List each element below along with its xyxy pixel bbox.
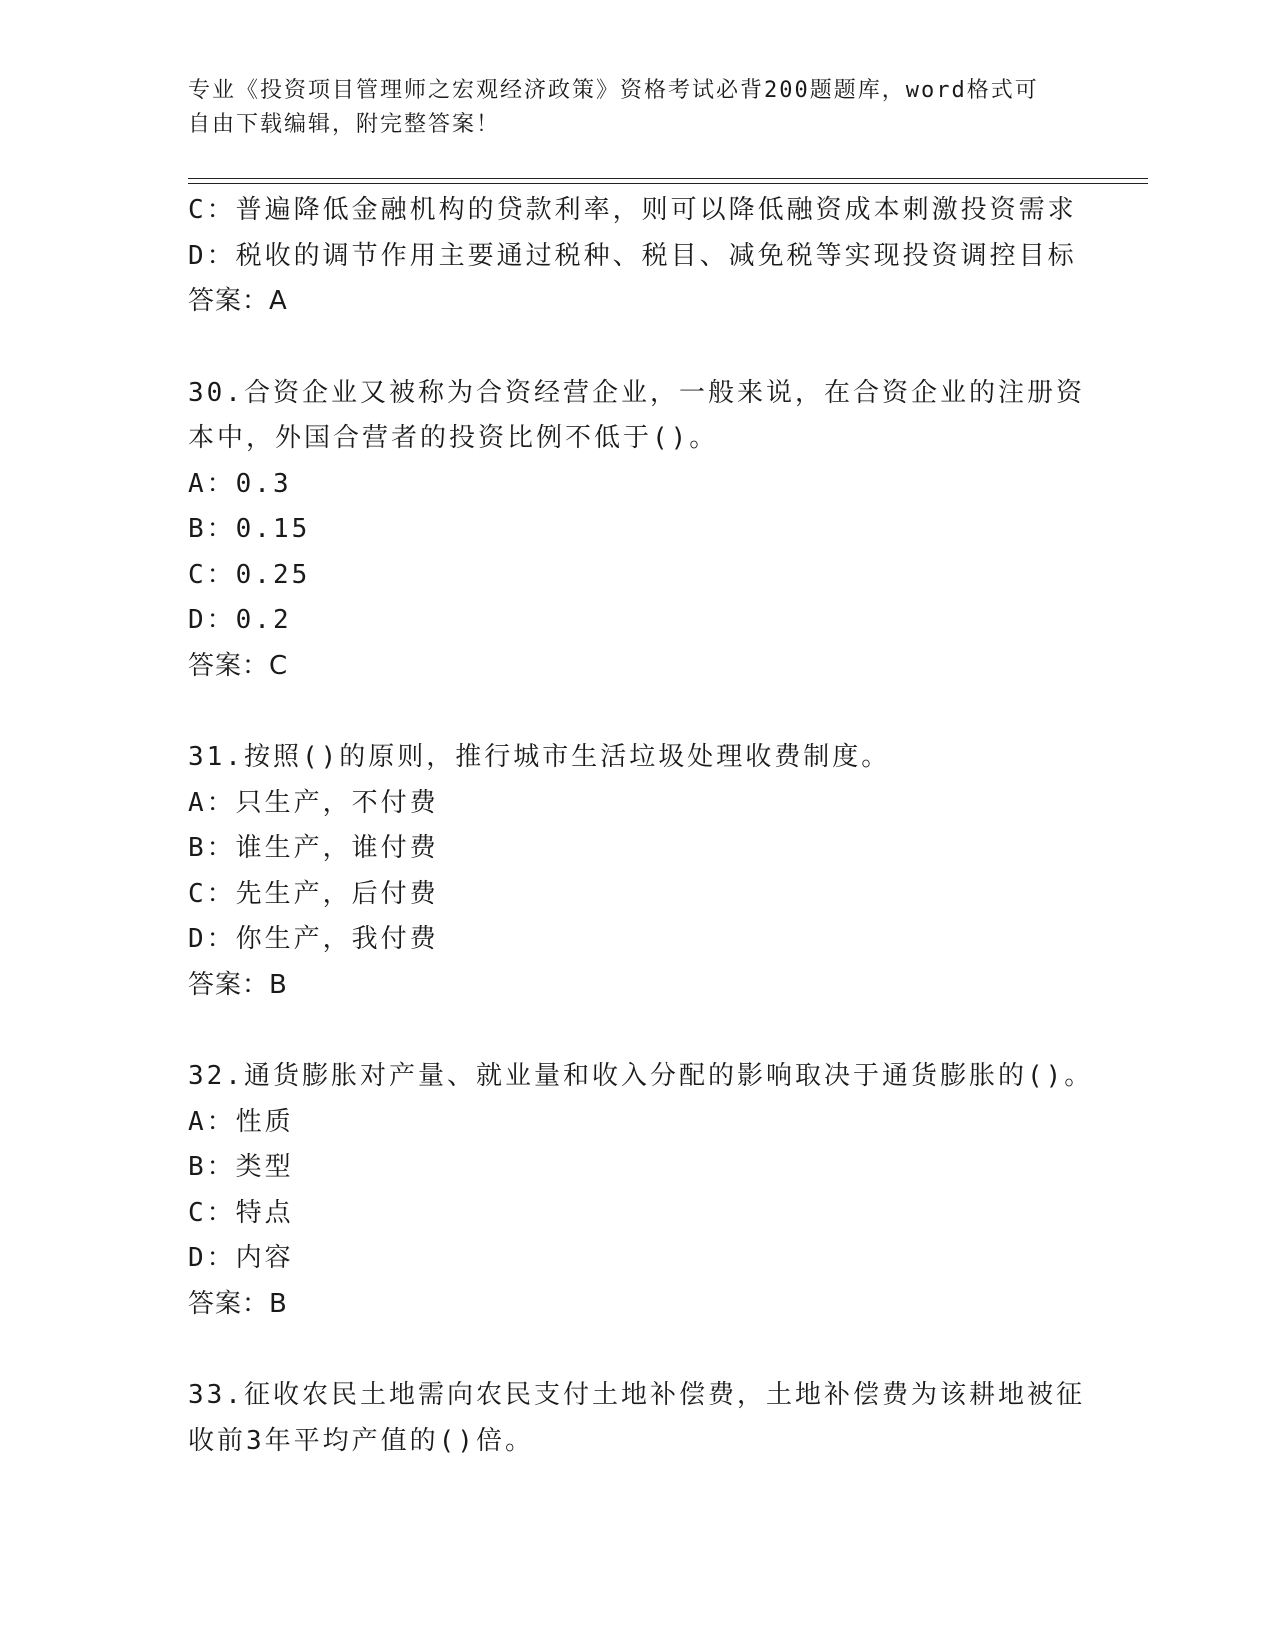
option-b: B：谁生产，谁付费 [188, 833, 439, 863]
header-line-1: 专业《投资项目管理师之宏观经济政策》资格考试必背200题题库，word格式可 [188, 78, 1039, 103]
question-stem: 33.征收农民土地需向农民支付土地补偿费，土地补偿费为该耕地被征 [188, 1380, 1085, 1410]
header-rule-top [188, 178, 1148, 179]
question-33 [188, 1373, 1088, 1464]
option-a: A：性质 [188, 1106, 294, 1137]
question-32 [188, 1054, 1094, 1327]
option-b: B：0.15 [188, 514, 311, 544]
option-c: C：先生产，后付费 [188, 878, 439, 909]
option-a: A：0.3 [188, 468, 292, 499]
option-b: B：类型 [188, 1152, 294, 1182]
prev-question [188, 188, 1088, 325]
document-body [188, 188, 1094, 1464]
spacer [188, 689, 1088, 735]
answer: 答案：B [188, 969, 288, 1000]
answer: 答案：C [188, 650, 289, 681]
option-c: C：0.25 [188, 559, 311, 590]
option-c: C：特点 [188, 1197, 294, 1228]
option-c: C：普遍降低金融机构的贷款利率，则可以降低融资成本刺激投资需求 [188, 195, 1077, 225]
header-rule-bottom [188, 183, 1148, 184]
spacer [188, 1008, 1088, 1054]
answer: 答案：A [188, 286, 288, 316]
question-30 [188, 371, 1088, 690]
question-stem: 30.合资企业又被称为合资经营企业，一般来说，在合资企业的注册资 [188, 377, 1085, 408]
question-stem: 32.通货膨胀对产量、就业量和收入分配的影响取决于通货膨胀的()。 [188, 1061, 1094, 1091]
question-stem: 31.按照()的原则，推行城市生活垃圾处理收费制度。 [188, 742, 891, 772]
option-d: D：税收的调节作用主要通过税种、税目、减免税等实现投资调控目标 [188, 240, 1077, 271]
question-31 [188, 735, 1088, 1008]
option-d: D：内容 [188, 1243, 294, 1273]
question-stem: 收前3年平均产值的()倍。 [188, 1425, 534, 1456]
option-a: A：只生产，不付费 [188, 787, 439, 818]
spacer [188, 1327, 1088, 1373]
question-stem: 本中，外国合营者的投资比例不低于()。 [188, 423, 719, 453]
spacer [188, 325, 1088, 371]
option-d: D：你生产，我付费 [188, 924, 439, 954]
answer: 答案：B [188, 1288, 288, 1319]
document-header [188, 74, 1088, 142]
header-line-2: 自由下载编辑，附完整答案！ [188, 112, 501, 137]
option-d: D：0.2 [188, 605, 292, 635]
